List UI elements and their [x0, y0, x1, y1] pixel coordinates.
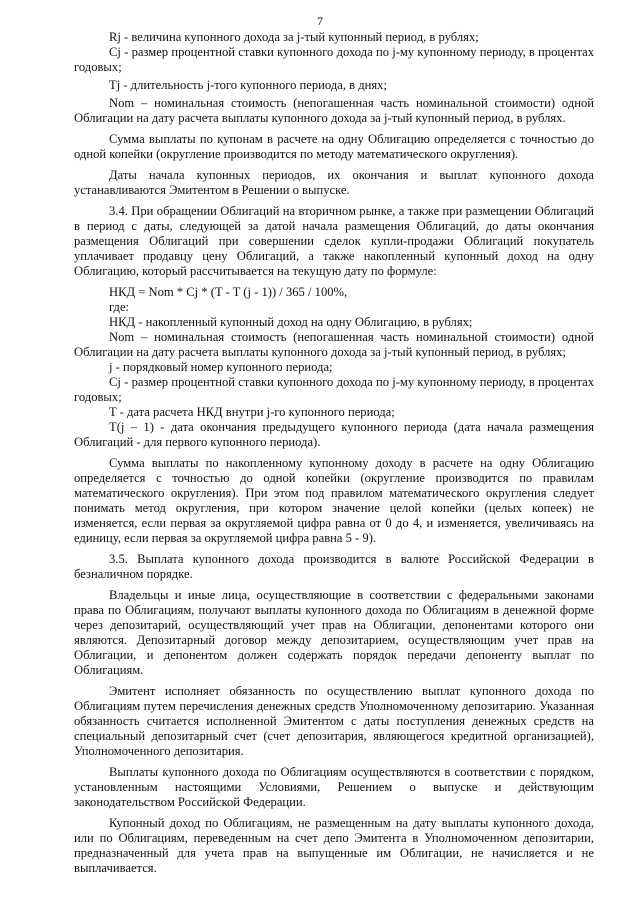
paragraph: Сумма выплаты по накопленному купонному доходу в расчете на одну Облигацию определяется с точностью до одной копейки (округление производится по правилам математического округления). При этом под правилом математического округления следует понимать метод округления, при котором значение целой копейки (целых копеек) не изменяется, если первая за округляемой цифра равна от 0 до 4, и изменяется, увеличиваясь на единицу, если первая за округляемой цифра равна 5 - 9).	[74, 456, 594, 545]
paragraph: 3.4. При обращении Облигаций на вторичном рынке, а также при размещении Облигаций в период с даты, следующей за датой начала размещения Облигаций, до даты окончания размещения Облигаций при совершении сделок купли-продажи Облигаций покупатель уплачивает продавцу цену Облигаций, а также накопленный купонный доход на одну Облигацию, который рассчитывается на текущую дату по формуле:	[74, 204, 594, 278]
paragraph: Tj - длительность j-того купонного периода, в днях;	[109, 78, 387, 92]
paragraph: Rj - величина купонного дохода за j-тый купонный период, в рублях;	[109, 30, 479, 44]
paragraph: 3.5. Выплата купонного дохода производится в валюте Российской Федерации в безналичном порядке.	[74, 552, 594, 581]
paragraph: НКД = Nom * Cj * (T - T (j - 1)) / 365 / 100%,	[109, 285, 348, 299]
page-number: 7	[317, 14, 323, 28]
paragraph: Cj - размер процентной ставки купонного дохода по j-му купонному периоду, в процентах годовых;	[74, 45, 594, 74]
paragraph: НКД - накопленный купонный доход на одну Облигацию, в рублях;	[109, 315, 473, 329]
paragraph: Владельцы и иные лица, осуществляющие в соответствии с федеральными законами права по Облигациям, получают выплаты купонного дохода по Облигациям в денежной форме через депозитарий, осуществляющий учет прав на Облигации, депонентами которого они являются. Депозитарный договор между депозитарием, осуществляющим учет прав на Облигации, и депонентом должен содержать порядок передачи депоненту выплат по Облигациям.	[74, 588, 594, 677]
document-body	[74, 30, 594, 876]
paragraph: Выплаты купонного дохода по Облигациям осуществляются в соответствии с порядком, установленным настоящими Условиями, Решением о выпуске и действующим законодательством Российской Федерации.	[74, 765, 594, 809]
paragraph: T(j – 1) - дата окончания предыдущего купонного периода (дата начала размещения Облигаций - для первого купонного периода).	[74, 420, 594, 449]
paragraph: Купонный доход по Облигациям, не размещенным на дату выплаты купонного дохода, или по Облигациям, переведенным на счет депо Эмитента в Уполномоченном депозитарии, предназначенный для учета прав на выпущенные им Облигации, не начисляется и не выплачивается.	[74, 816, 594, 875]
paragraph: j - порядковый номер купонного периода;	[109, 360, 333, 374]
paragraph: Cj - размер процентной ставки купонного дохода по j-му купонному периоду, в процентах годовых;	[74, 375, 594, 404]
paragraph: Эмитент исполняет обязанность по осуществлению выплат купонного дохода по Облигациям путем перечисления денежных средств Уполномоченному депозитарию. Указанная обязанность считается исполненной Эмитентом с даты поступления денежных средств на специальный депозитарный счет (счет депозитария, являющегося кредитной организацией), Уполномоченного депозитария.	[74, 684, 594, 758]
paragraph: Даты начала купонных периодов, их окончания и выплат купонного дохода устанавливаются Эмитентом в Решении о выпуске.	[74, 168, 594, 197]
paragraph: Сумма выплаты по купонам в расчете на одну Облигацию определяется с точностью до одной копейки (округление производится по методу математического округления).	[74, 132, 594, 161]
paragraph: Nom – номинальная стоимость (непогашенная часть номинальной стоимости) одной Облигации на дату расчета выплаты купонного дохода за j-тый купонный период, в рублях;	[74, 330, 594, 359]
paragraph: T - дата расчета НКД внутри j-го купонного периода;	[109, 405, 395, 419]
paragraph: где:	[109, 300, 130, 314]
paragraph: Nom – номинальная стоимость (непогашенная часть номинальной стоимости) одной Облигации на дату расчета выплаты купонного дохода за j-тый купонный период, в рублях.	[74, 96, 594, 125]
